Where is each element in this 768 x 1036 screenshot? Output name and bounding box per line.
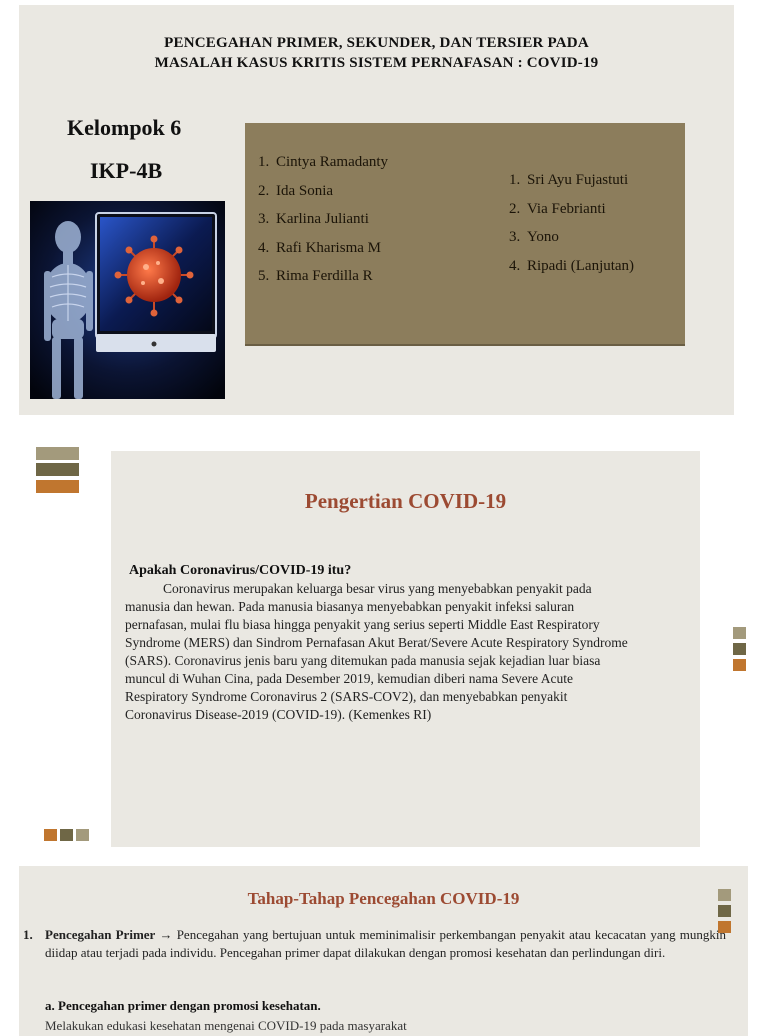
decorative-squares-right <box>733 627 746 672</box>
list-item: 2. Ida Sonia <box>258 182 334 199</box>
class-name: IKP-4B <box>90 158 163 183</box>
slide-heading: Tahap-Tahap Pencegahan COVID-19 <box>247 889 520 908</box>
sub-text: Melakukan edukasi kesehatan mengenai COVID-19 pada masyarakat <box>45 1018 407 1033</box>
list-item: 3. Yono <box>509 229 559 245</box>
item-title: Pencegahan Primer <box>45 927 156 942</box>
list-item: 1. Cintya Ramadanty <box>258 154 389 170</box>
definition-paragraph: Coronavirus merupakan keluarga besar virus yang menyebabkan penyakit pada manusia dan hewan. Pada manusia biasanya menyebabkan penyakit infeksi saluran pernafasan, mulai flu biasa hingga penyakit yang serius seperti Middle East Respiratory Syndrome (MERS) dan Sindrom Pernafasan Akut Berat/Severe Acute Respiratory Syndrome (SARS). Coronavirus jenis baru yang ditemukan pada manusia sejak kejadian luar biasa muncul di Wuhan Cina, pada Desember 2019, kemudian diberi nama Severe Acute Respiratory Syndrome Coronavirus 2 (SARS-COV2), dan menyebabkan penyakit Coronavirus Disease-2019 (COVID-19). (Kemenkes RI) <box>125 581 628 722</box>
list-item: 4. Rafi Kharisma M <box>258 239 381 256</box>
item-description: Pencegahan yang bertujuan untuk meminimalisir perkembangan penyakit atau kecacatan yang mungkin diidap atau terjadi pada individu. Pencegahan primer dapat dilakukan dengan promosi kesehatan dan perlindungan diri. <box>45 927 727 960</box>
decorative-squares-bottom <box>44 829 90 841</box>
list-item: 5. Rima Ferdilla R <box>258 268 373 284</box>
slide-heading: Pengertian COVID-19 <box>304 489 507 513</box>
slide-title-heading <box>19 33 734 73</box>
decorative-bars-top-left <box>36 447 79 493</box>
group-name: Kelompok 6 <box>67 115 182 140</box>
sub-heading: a. Pencegahan primer dengan promosi kesehatan. <box>45 998 321 1013</box>
member-list-right <box>509 172 634 286</box>
list-item: 2. Via Febrianti <box>509 200 606 217</box>
list-item: 1. Sri Ayu Fujastuti <box>509 172 629 188</box>
list-item: 4. Ripadi (Lanjutan) <box>509 257 635 274</box>
arrow-icon: → <box>159 927 173 942</box>
item-number: 1. <box>23 927 33 942</box>
virus-monitor-image <box>30 201 225 399</box>
slide-title <box>19 5 734 415</box>
primary-prevention-item <box>23 926 726 962</box>
title-line-1: PENCEGAHAN PRIMER, SEKUNDER, DAN TERSIER PADA <box>164 35 589 51</box>
list-item: 3. Karlina Julianti <box>258 211 369 227</box>
member-list-box <box>245 123 685 346</box>
title-line-2: MASALAH KASUS KRITIS SISTEM PERNAFASAN : COVID-19 <box>154 55 599 71</box>
question-text: Apakah Coronavirus/COVID-19 itu? <box>129 563 352 578</box>
member-list-left <box>258 154 388 297</box>
slide-definition <box>111 451 700 847</box>
slide-prevention-stages <box>19 866 748 1036</box>
